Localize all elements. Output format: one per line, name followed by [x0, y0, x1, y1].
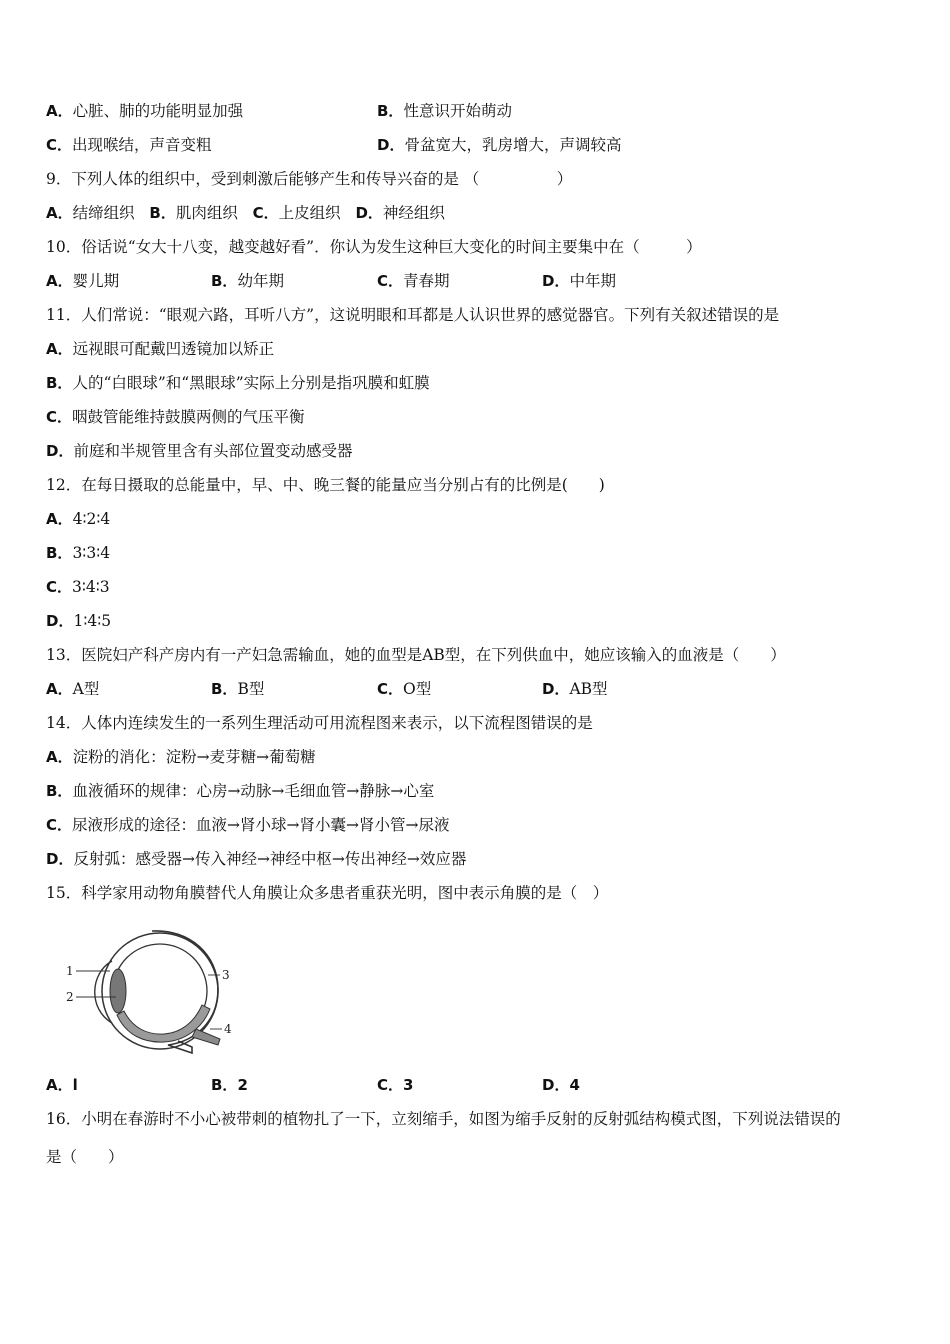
q15-option-b: B．2 [211, 1076, 248, 1094]
q8-option-a: A．心脏、肺的功能明显加强 [46, 102, 244, 120]
q8-option-d: D．骨盆宽大，乳房增大，声调较高 [377, 136, 622, 154]
q8-option-c: C．出现喉结，声音变粗 [46, 136, 212, 154]
q13-option-a: A．A型 [46, 680, 100, 698]
q13-option-c: C．O型 [377, 680, 432, 698]
q9-stem: 9．下列人体的组织中，受到刺激后能够产生和传导兴奋的是 （ ） [46, 170, 573, 188]
q12-option-b: B．3∶3∶4 [46, 544, 111, 562]
q13-stem: 13．医院妇产科产房内有一产妇急需输血，她的血型是AB型，在下列供血中，她应该输入的血液是（ ） [46, 646, 786, 664]
q10-option-c: C．青春期 [377, 272, 450, 290]
q14-option-a: A．淀粉的消化：淀粉→麦芽糖→葡萄糖 [46, 748, 316, 766]
q11-option-c: C．咽鼓管能维持鼓膜两侧的气压平衡 [46, 408, 305, 426]
q12-option-c: C．3∶4∶3 [46, 578, 110, 596]
q15-option-c: C．3 [377, 1076, 414, 1094]
q10-option-b: B．幼年期 [211, 272, 284, 290]
q12-stem: 12．在每日摄取的总能量中，早、中、晚三餐的能量应当分别占有的比例是( ) [46, 476, 605, 494]
q15-option-a: A．l [46, 1076, 78, 1094]
q12-option-a: A．4∶2∶4 [46, 510, 111, 528]
q16-stem-line1: 16．小明在春游时不小心被带刺的植物扎了一下，立刻缩手，如图为缩手反射的反射弧结构模式图，下列说法错误的 [46, 1110, 841, 1128]
optic-nerve [192, 1029, 220, 1045]
figure-label-3: 3 [222, 968, 230, 982]
q10-option-d: D．中年期 [542, 272, 616, 290]
q13-option-d: D．AB型 [542, 680, 608, 698]
figure-label-2: 2 [66, 990, 74, 1004]
q11-option-d: D．前庭和半规管里含有头部位置变动感受器 [46, 442, 353, 460]
q11-option-b: B．人的“白眼球”和“黑眼球”实际上分别是指巩膜和虹膜 [46, 374, 430, 392]
q10-stem: 10．俗话说“女大十八变，越变越好看”．你认为发生这种巨大变化的时间主要集中在（ ） [46, 238, 702, 256]
q14-option-c: C．尿液形成的途径：血液→肾小球→肾小囊→肾小管→尿液 [46, 816, 450, 834]
q14-option-b: B．血液循环的规律：心房→动脉→毛细血管→静脉→心室 [46, 782, 435, 800]
q14-stem: 14．人体内连续发生的一系列生理活动可用流程图来表示，以下流程图错误的是 [46, 714, 593, 732]
q15-option-d: D．4 [542, 1076, 580, 1094]
q16-stem-line2: 是（ ） [46, 1148, 124, 1166]
figure-label-1: 1 [66, 964, 74, 978]
q15-stem: 15．科学家用动物角膜替代人角膜让众多患者重获光明，图中表示角膜的是（ ） [46, 884, 609, 902]
eyeball-diagram [60, 925, 240, 1057]
q8-option-b: B．性意识开始萌动 [377, 102, 512, 120]
cornea-outline [95, 961, 112, 1023]
q10-option-a: A．婴儿期 [46, 272, 120, 290]
q12-option-d: D．1∶4∶5 [46, 612, 112, 630]
q13-option-b: B．B型 [211, 680, 265, 698]
figure-label-4: 4 [224, 1022, 232, 1036]
lens [110, 969, 126, 1013]
q11-stem: 11．人们常说：“眼观六路，耳听八方”，这说明眼和耳都是人认识世界的感觉器官。下列有关叙述错误的是 [46, 306, 780, 324]
q9-options: A．结缔组织 B．肌肉组织 C．上皮组织 D．神经组织 [46, 204, 445, 222]
q14-option-d: D．反射弧：感受器→传入神经→神经中枢→传出神经→效应器 [46, 850, 467, 868]
q11-option-a: A．远视眼可配戴凹透镜加以矫正 [46, 340, 275, 358]
